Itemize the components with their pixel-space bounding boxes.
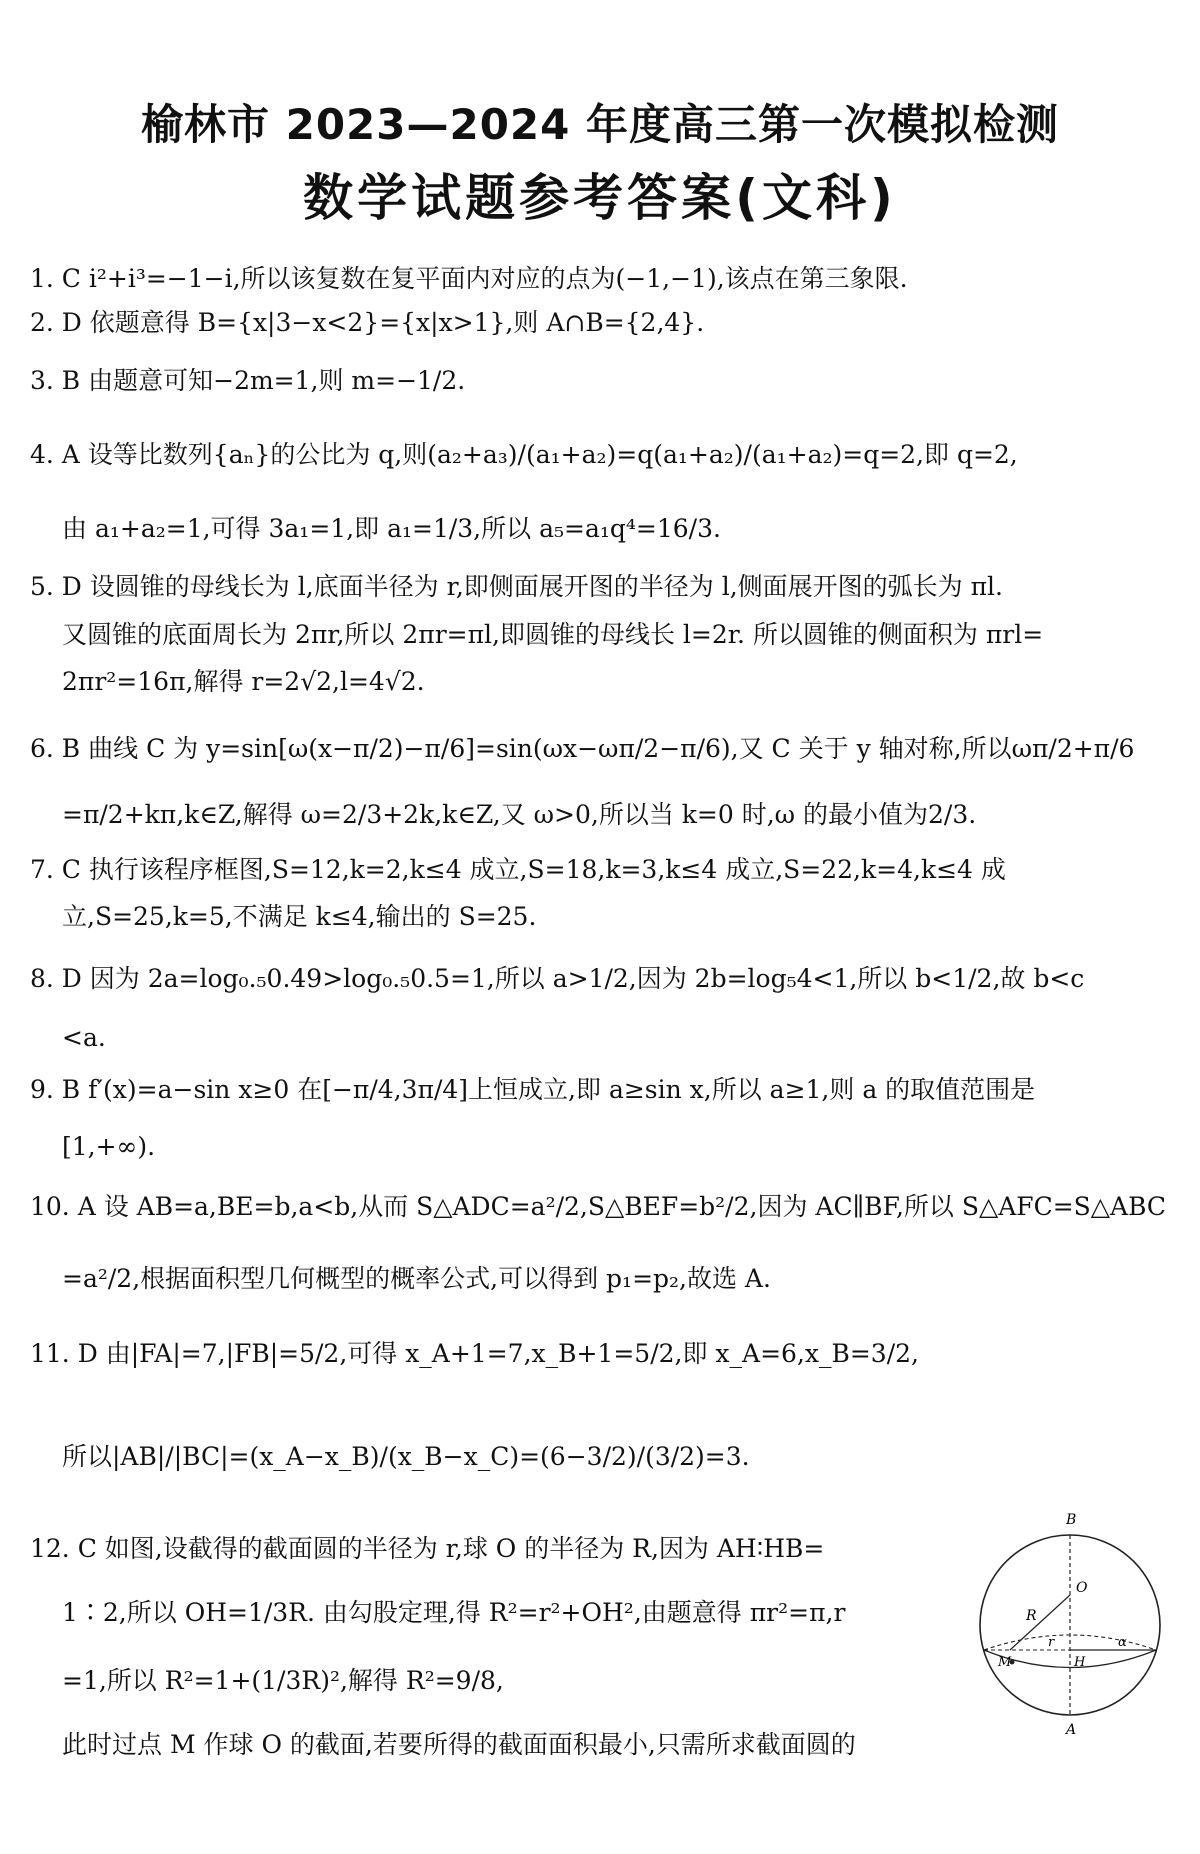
answer-line: 12. C 如图,设截得的截面圆的半径为 r,球 O 的半径为 R,因为 AH∶HB= [30,1534,825,1563]
document-subtitle: 数学试题参考答案(文科) [303,169,897,227]
sphere-outline [980,1535,1160,1715]
answer-line: 6. B 曲线 C 为 y=sin[ω(x−π/2)−π/6]=sin(ωx−ωπ/2−π/6),又 C 关于 y 轴对称,所以ωπ/2+π/6 [30,734,1135,763]
answer-line: 4. A 设等比数列{aₙ}的公比为 q,则(a₂+a₃)/(a₁+a₂)=q(a₁+a₂)/(a₁+a₂)=q=2,即 q=2, [30,440,1018,469]
answer-line: =1,所以 R²=1+(1/3R)²,解得 R²=9/8, [62,1666,504,1695]
document-title: 榆林市 2023—2024 年度高三第一次模拟检测 [140,100,1060,149]
label-h: H [1074,1655,1086,1670]
answer-line: 2. D 依题意得 B={x|3−x<2}={x|x>1},则 A∩B={2,4}. [30,308,705,337]
answer-line: 立,S=25,k=5,不满足 k≤4,输出的 S=25. [62,902,537,931]
sphere-diagram [970,1510,1170,1740]
label-b: B [1066,1512,1077,1528]
label-r-small: r [1048,1635,1055,1650]
answer-line: =π/2+kπ,k∈Z,解得 ω=2/3+2k,k∈Z,又 ω>0,所以当 k=0 时,ω 的最小值为2/3. [62,800,977,829]
answer-line: 1. C i²+i³=−1−i,所以该复数在复平面内对应的点为(−1,−1),该点在第三象限. [30,264,908,293]
label-o: O [1076,1580,1088,1596]
answer-line: 所以|AB|/|BC|=(x_A−x_B)/(x_B−x_C)=(6−3/2)/(3/2)=3. [62,1442,750,1471]
answer-line: 3. B 由题意可知−2m=1,则 m=−1/2. [30,366,466,395]
label-m: M [998,1655,1012,1670]
answer-line: [1,+∞). [62,1132,156,1161]
answer-line: 2πr²=16π,解得 r=2√2,l=4√2. [62,667,425,696]
answer-line: 7. C 执行该程序框图,S=12,k=2,k≤4 成立,S=18,k=3,k≤4 成立,S=22,k=4,k≤4 成 [30,855,1006,884]
label-r-big: R [1026,1608,1037,1624]
answer-line: 1∶2,所以 OH=1/3R. 由勾股定理,得 R²=r²+OH²,由题意得 πr²=π,r [62,1598,846,1627]
answer-line: 11. D 由|FA|=7,|FB|=5/2,可得 x_A+1=7,x_B+1=5/2,即 x_A=6,x_B=3/2, [30,1339,919,1368]
answer-line: 此时过点 M 作球 O 的截面,若要所得的截面面积最小,只需所求截面圆的 [62,1730,856,1759]
answer-line: 又圆锥的底面周长为 2πr,所以 2πr=πl,即圆锥的母线长 l=2r. 所以圆锥的侧面积为 πrl= [62,620,1044,649]
radius-line [1010,1595,1070,1650]
label-a: A [1066,1722,1077,1738]
answer-line: 5. D 设圆锥的母线长为 l,底面半径为 r,即侧面展开图的半径为 l,侧面展开图的弧长为 πl. [30,572,1003,601]
answer-line: <a. [62,1023,106,1052]
answer-line: 由 a₁+a₂=1,可得 3a₁=1,即 a₁=1/3,所以 a₅=a₁q⁴=16/3. [62,514,721,543]
answer-line: 8. D 因为 2a=log₀.₅0.49>log₀.₅0.5=1,所以 a>1/2,因为 2b=log₅4<1,所以 b<1/2,故 b<c [30,964,1085,993]
answer-line: =a²/2,根据面积型几何概型的概率公式,可以得到 p₁=p₂,故选 A. [62,1264,771,1293]
answer-line: 9. B f′(x)=a−sin x≥0 在[−π/4,3π/4]上恒成立,即 a≥sin x,所以 a≥1,则 a 的取值范围是 [30,1075,1036,1104]
answer-line: 10. A 设 AB=a,BE=b,a<b,从而 S△ADC=a²/2,S△BEF=b²/2,因为 AC∥BF,所以 S△AFC=S△ABC [30,1192,1167,1221]
label-alpha: α [1118,1635,1127,1650]
